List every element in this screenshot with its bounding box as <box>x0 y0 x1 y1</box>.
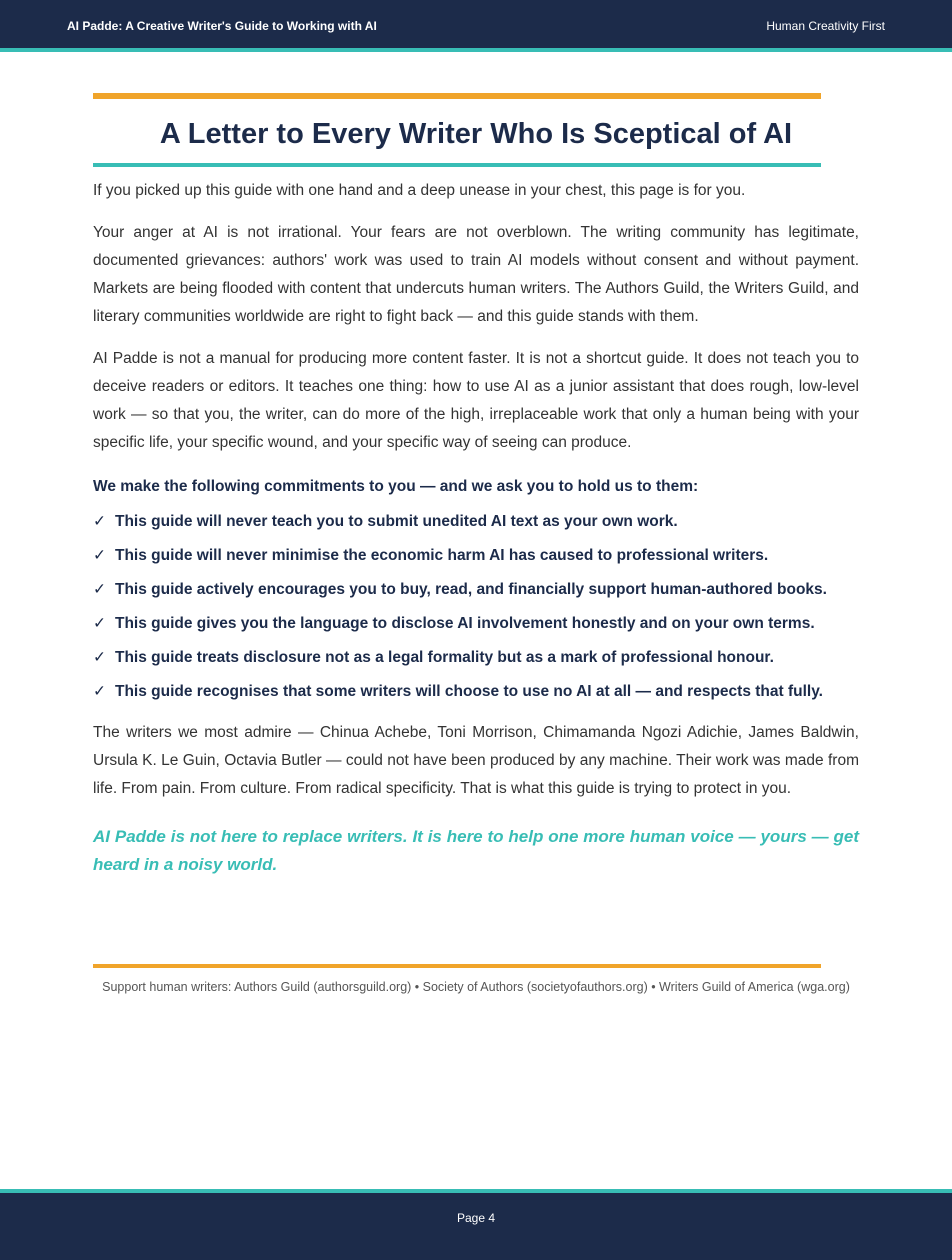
commitment-item <box>93 577 859 603</box>
support-writers-line: Support human writers: Authors Guild (authorsguild.org) • Society of Authors (societyofauthors.org) • Writers Guild of America (wga.org) <box>102 980 850 994</box>
page-title: A Letter to Every Writer Who Is Sceptical of AI <box>159 118 793 150</box>
commitment-text: This guide recognises that some writers will choose to use no AI at all — and respects that fully. <box>115 683 823 700</box>
commitment-item <box>93 611 859 637</box>
commitments-list <box>93 509 859 705</box>
checkmark-icon: ✓ <box>93 581 106 598</box>
commitment-text: This guide actively encourages you to buy, read, and financially support human-authored books. <box>115 581 827 598</box>
body-paragraph-3: The writers we most admire — Chinua Achebe, Toni Morrison, Chimamanda Ngozi Adichie, James Baldwin, Ursula K. Le Guin, Octavia Butler — could not have been produced by any machine. Their work was made from life. From pain. From culture. From radical specificity. That is what this guide is trying to protect in you. <box>93 724 859 797</box>
checkmark-icon: ✓ <box>93 547 106 564</box>
commitment-text: This guide will never minimise the economic harm AI has caused to professional writers. <box>115 547 769 564</box>
title-bottom-rule <box>93 163 821 167</box>
checkmark-icon: ✓ <box>93 513 106 530</box>
checkmark-icon: ✓ <box>93 683 106 700</box>
body-paragraph-2: AI Padde is not a manual for producing more content faster. It is not a shortcut guide. It does not teach you to deceive readers or editors. It teaches one thing: how to use AI as a junior assistant that does rough, low-level work — so that you, the writer, can do more of the high, irreplaceable work that only a human being with your specific life, your specific wound, and your specific way of seeing can produce. <box>93 350 859 451</box>
commitment-item <box>93 645 859 671</box>
commitment-item <box>93 543 859 569</box>
closing-statement: AI Padde is not here to replace writers. It is here to help one more human voice — yours — get heard in a noisy world. <box>93 827 859 874</box>
page-header <box>0 0 952 52</box>
commitments-heading: We make the following commitments to you — and we ask you to hold us to them: <box>93 478 699 495</box>
commitment-text: This guide will never teach you to submit unedited AI text as your own work. <box>115 513 678 530</box>
page-footer <box>0 1189 952 1260</box>
letter-content <box>93 93 859 879</box>
checkmark-icon: ✓ <box>93 615 106 632</box>
closing-rule <box>93 964 821 968</box>
commitment-item <box>93 509 859 535</box>
commitment-text: This guide treats disclosure not as a legal formality but as a mark of professional honour. <box>115 649 774 666</box>
guide-title: AI Padde: A Creative Writer's Guide to Working with AI <box>67 19 377 33</box>
page-number: Page 4 <box>456 1211 496 1225</box>
commitment-text: This guide gives you the language to disclose AI involvement honestly and on your own terms. <box>115 615 815 632</box>
checkmark-icon: ✓ <box>93 649 106 666</box>
body-paragraph-1: Your anger at AI is not irrational. Your fears are not overblown. The writing community has legitimate, documented grievances: authors' work was used to train AI models without consent and without payment. Markets are being flooded with content that undercuts human writers. The Authors Guild, the Writers Guild, and literary communities worldwide are right to fight back — and this guide stands with them. <box>93 224 859 325</box>
intro-paragraph: If you picked up this guide with one hand and a deep unease in your chest, this page is for you. <box>93 182 746 199</box>
header-tagline: Human Creativity First <box>766 19 885 33</box>
commitment-item <box>93 679 859 705</box>
